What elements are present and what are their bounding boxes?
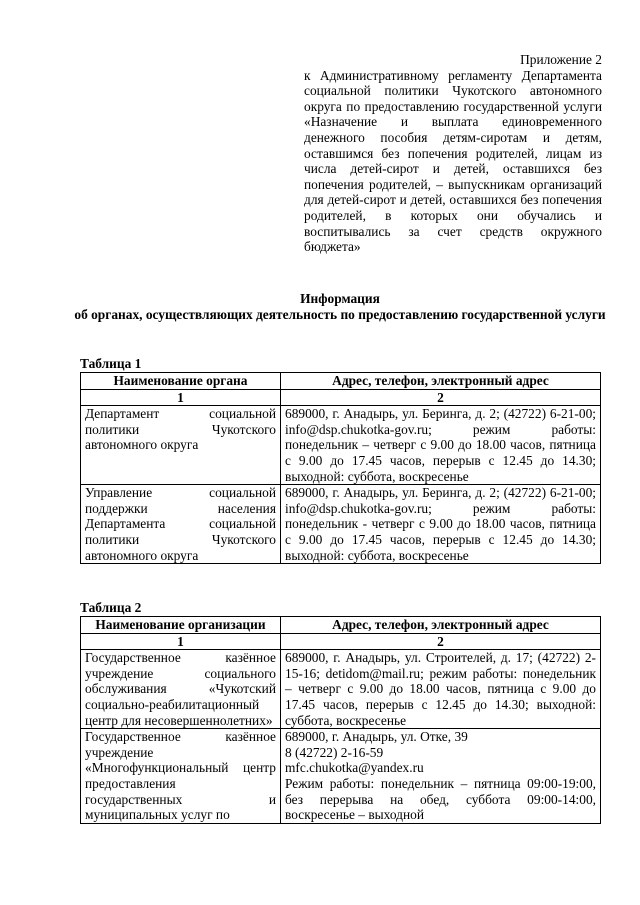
table2-colnum-1: 1 (81, 633, 281, 650)
organ-info: 689000, г. Анадырь, ул. Беринга, д. 2; (42722) 6-21-00; info@dsp.chukotka-gov.ru; режим работы: понедельник - четверг с 9.00 до 18.00 часов, пятница с 9.00 до 17.45 часов, перерыв с 12.45 до 14.30; выходной: суббота, воскресенье (281, 485, 601, 564)
table2-header-name: Наименование организации (81, 617, 281, 634)
table-row (81, 485, 601, 564)
heading-title: Информация (300, 291, 380, 306)
organ-info: 689000, г. Анадырь, ул. Беринга, д. 2; (42722) 6-21-00; info@dsp.chukotka-gov.ru; режим работы: понедельник – четверг с 9.00 до 18.00 часов, пятница с 9.00 до 17.45 часов, перерыв с 12.45 до 14.30; выходной: суббота, воскресенье (281, 406, 601, 485)
table2 (80, 616, 601, 824)
table1-header-row (81, 373, 601, 390)
table-row (81, 650, 601, 729)
appendix-text: к Административному регламенту Департамента социальной политики Чукотского автономного округа по предоставлению государственной услуги «Назначение и выплата единовременного денежного пособия детям-сиротам и детям, оставшимся без попечения родителей, лицам из числа детей-сирот и детей, оставшихся без попечения родителей, – выпускникам организаций для детей-сирот и детей, оставшихся без попечения родителей, в которых они обучались и воспитывались за счет средств окружного бюджета» (304, 67, 602, 255)
organization-phone: 8 (42722) 2-16-59 (285, 744, 384, 760)
organization-info (281, 729, 601, 824)
table1-colnum-2: 2 (281, 389, 601, 406)
table2-colnum-2: 2 (281, 633, 601, 650)
organization-name: Государственное казённое учреждение «Многофункциональный центр предоставления государственных и муниципальных услуг по (81, 729, 281, 824)
table2-caption: Таблица 2 (80, 600, 142, 615)
table1-number-row (81, 389, 601, 406)
appendix-block (304, 52, 602, 255)
organization-email: mfc.chukotka@yandex.ru (285, 760, 424, 776)
table1 (80, 372, 601, 564)
organ-name: Департамент социальной политики Чукотского автономного округа (81, 406, 281, 485)
organization-name: Государственное казённое учреждение социального обслуживания «Чукотский социально-реабилитационный центр для несовершеннолетних» (81, 650, 281, 729)
document-heading (60, 291, 620, 323)
table2-header-row (81, 617, 601, 634)
table-row (81, 729, 601, 824)
organ-name: Управление социальной поддержки населения Департамента социальной политики Чукотского автономного округа (81, 485, 281, 564)
table2-header-info: Адрес, телефон, электронный адрес (281, 617, 601, 634)
table1-caption: Таблица 1 (80, 356, 142, 371)
heading-subtitle: об органах, осуществляющих деятельность по предоставлению государственной услуги (74, 307, 606, 322)
organization-schedule: Режим работы: понедельник – пятница 09:00-19:00, без перерыва на обед, суббота 09:00-14:00, воскресенье – выходной (285, 775, 596, 823)
table1-header-info: Адрес, телефон, электронный адрес (281, 373, 601, 390)
table1-header-name: Наименование органа (81, 373, 281, 390)
organization-address: 689000, г. Анадырь, ул. Отке, 39 (285, 729, 468, 745)
appendix-number: Приложение 2 (520, 52, 602, 67)
table2-number-row (81, 633, 601, 650)
table1-colnum-1: 1 (81, 389, 281, 406)
table-row (81, 406, 601, 485)
organization-info: 689000, г. Анадырь, ул. Строителей, д. 17; (42722) 2-15-16; detidom@mail.ru; режим работы: понедельник – четверг с 9.00 до 18.00 часов, пятница с 9.00 до 17.45 часов, перерыв с 12.45 до 14.30; выходной: суббота, воскресенье (281, 650, 601, 729)
